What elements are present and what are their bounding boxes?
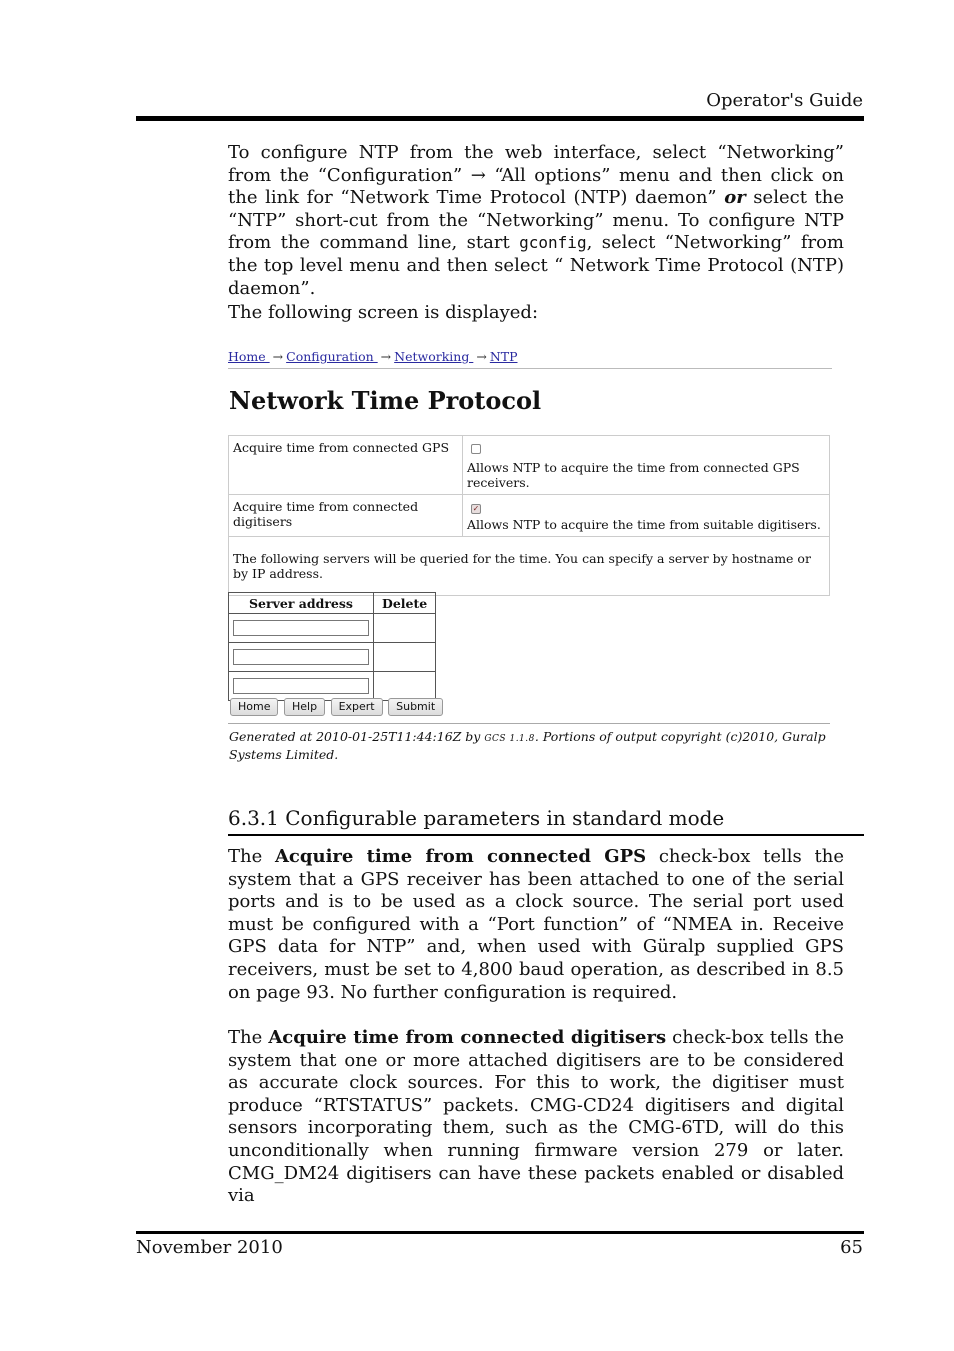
breadcrumb-configuration[interactable]: Configuration (286, 349, 378, 364)
breadcrumb-networking[interactable]: Networking (394, 349, 474, 364)
option-desc: Allows NTP to acquire the time from suitable digitisers. (467, 517, 821, 532)
generated-rule (228, 723, 830, 724)
option-row-digitisers (229, 495, 830, 537)
gps-text-b: check-box tells the system that a GPS receiver has been attached to one of the serial ports and is to be used as a clock source. The serial port used must be configured with a “Port function” of “NMEA in. Receive GPS data for NTP” and, when used with Güralp supplied GPS receivers, must be set to 4,800 baud operation, as described in 8.5 on page 93. No further configuration is required. (228, 846, 844, 1003)
options-table (228, 435, 830, 596)
option-label: Acquire time from connected digitisers (229, 495, 463, 537)
server-table (228, 592, 436, 701)
note-row (229, 537, 830, 596)
server-cell (229, 614, 374, 643)
breadcrumb-home[interactable]: Home (228, 349, 270, 364)
help-button[interactable]: Help (284, 698, 325, 716)
ntp-screenshot (228, 346, 832, 762)
gconfig-command: gconfig (519, 233, 587, 253)
section-title: 6.3.1 Configurable parameters in standard mode (228, 806, 725, 830)
option-row-gps (229, 436, 830, 495)
page-title: Network Time Protocol (229, 386, 542, 415)
digitisers-text-b: check-box tells the system that one or more attached digitisers are to be considered as accurate clock sources. For this to work, the digitiser must produce “RTSTATUS” packets. CMG-CD24 digitisers and digital sensors incorporating them, such as the CMG-6TD, will do this unconditionally when running firmware version 279 or later. CMG_DM24 digitisers can have these packets enabled or disabled via (228, 1027, 844, 1207)
option-cell (463, 436, 830, 495)
server-cell (229, 643, 374, 672)
button-row (230, 698, 445, 716)
server-cell (229, 672, 374, 701)
breadcrumb-arrow: → (476, 349, 487, 364)
submit-button[interactable]: Submit (388, 698, 443, 716)
footer-rule (136, 1231, 864, 1234)
intro-text-b: select the “NTP” short-cut from the “Networking” menu. To configure NTP from the command line, start (228, 187, 844, 254)
option-cell (463, 495, 830, 537)
breadcrumb-arrow: → (272, 349, 284, 364)
option-desc: Allows NTP to acquire the time from connected GPS receivers. (467, 460, 800, 490)
server-address-input[interactable] (233, 620, 369, 636)
option-label: Acquire time from connected GPS (229, 436, 463, 495)
breadcrumb-ntp[interactable]: NTP (489, 349, 518, 364)
expert-button[interactable]: Expert (331, 698, 383, 716)
gps-checkbox[interactable] (471, 444, 481, 454)
digitisers-paragraph (228, 1027, 844, 1208)
running-header: Operator's Guide (706, 90, 863, 111)
servers-note: The following servers will be queried for the time. You can specify a server by hostname or by IP address. (229, 537, 830, 596)
server-address-header: Server address (229, 593, 374, 614)
breadcrumb-arrow: → (380, 349, 392, 364)
breadcrumb (228, 346, 832, 369)
gps-paragraph (228, 846, 844, 1004)
delete-header: Delete (374, 593, 436, 614)
footer-date: November 2010 (136, 1237, 283, 1258)
screen-intro-paragraph: The following screen is displayed: (228, 302, 539, 323)
intro-paragraph (228, 142, 844, 300)
generated-footer (229, 729, 829, 762)
table-row (229, 614, 436, 643)
delete-cell (374, 614, 436, 643)
server-address-input[interactable] (233, 678, 369, 694)
intro-text-a: To configure NTP from the web interface, select “Networking” from the “Configuration” → “All options” menu and then click on the link for “Network Time Protocol (NTP) daemon” (228, 142, 844, 209)
server-table-header (229, 593, 436, 614)
table-row (229, 643, 436, 672)
header-rule (136, 116, 864, 121)
intro-text-c: , select “Networking” from the top level menu and then select “ Network Time Protocol (NTP) daemon”. (228, 232, 844, 299)
section-rule (228, 834, 864, 836)
home-button[interactable]: Home (230, 698, 278, 716)
table-row (229, 672, 436, 701)
gps-bold-term: Acquire time from connected GPS (274, 846, 647, 867)
delete-cell (374, 643, 436, 672)
generated-text-b: . Portions of output copyright (c)2010, Guralp Systems Limited. (229, 729, 826, 762)
delete-cell (374, 672, 436, 701)
digitisers-text-a: The (228, 1027, 269, 1048)
gps-text-a: The (228, 846, 275, 867)
page-number: 65 (840, 1237, 863, 1258)
digitisers-bold-term: Acquire time from connected digitisers (268, 1027, 667, 1048)
server-address-input[interactable] (233, 649, 369, 665)
gcs-version: GCS 1.1.8 (484, 734, 535, 744)
digitisers-checkbox[interactable]: ✓ (472, 504, 480, 513)
intro-or: or (724, 187, 746, 209)
generated-text-a: Generated at 2010-01-25T11:44:16Z by (229, 729, 485, 744)
